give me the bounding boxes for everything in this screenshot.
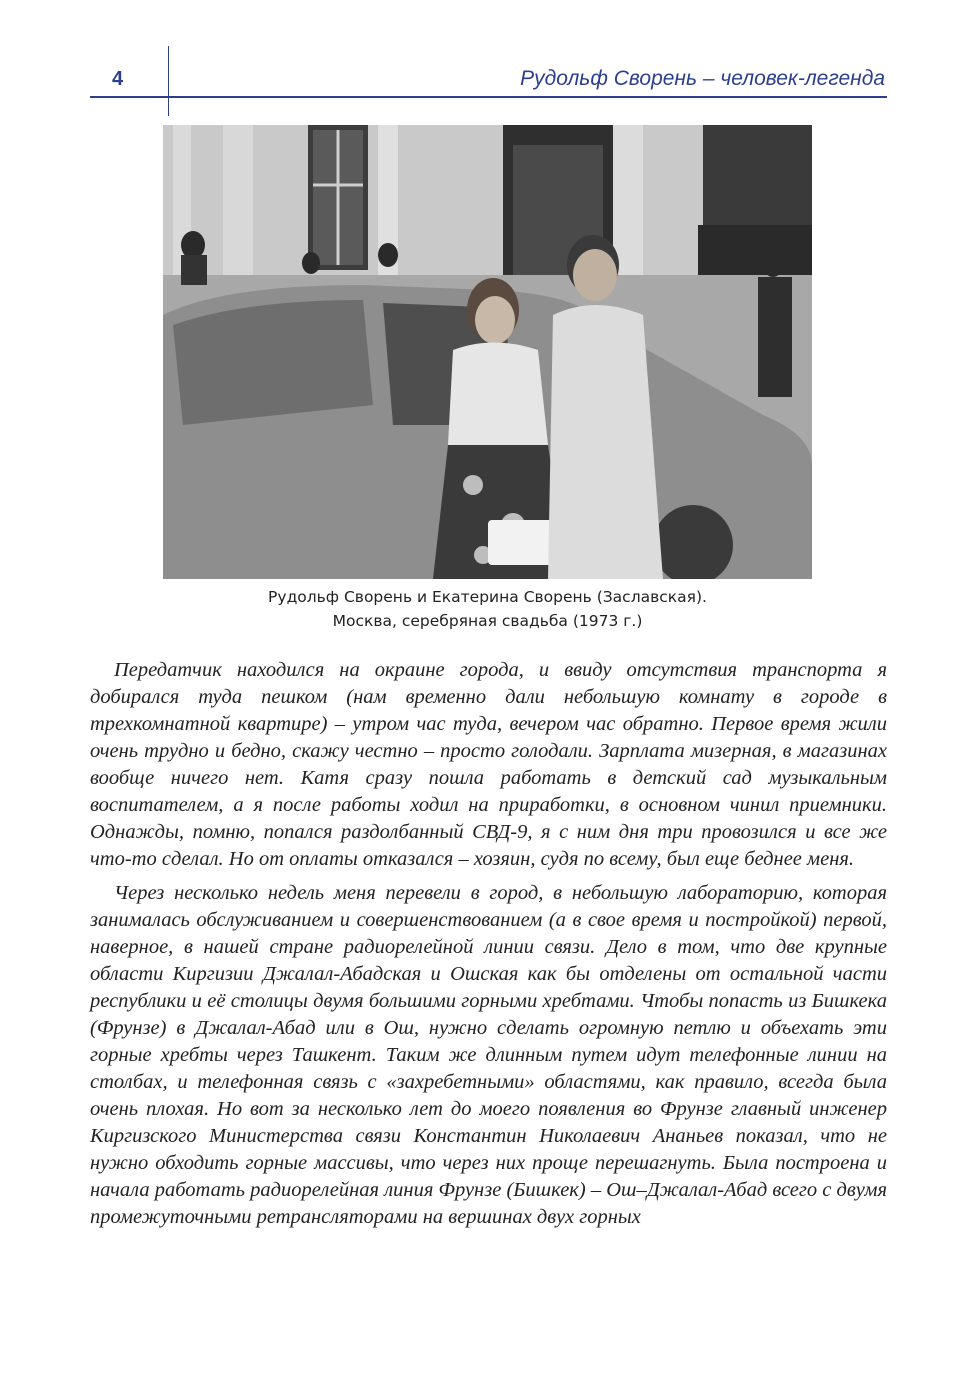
paragraph: Через несколько недель меня перевели в город, в небольшую лабораторию, которая занималась обслуживанием и совершенствованием (а в свое время и постройкой) первой, наверное, в нашей стране радиорелейной линии связи. Дело в том, что две крупные области Киргизии Джалал-Абадская и Ошская как бы отделены от остальной части республики и её столицы двумя большими горными хребтами. Чтобы попасть из Бишкека (Фрунзе) в Джалал-Абад или в Ош, нужно сделать огромную петлю и объехать эти горные хребты через Ташкент. Таким же длинным путем идут телефонные линии на столбах, и телефонная связь с «захребетными» областями, как правило, всегда была очень плохая. Но вот за несколько лет до моего появления во Фрунзе главный инженер Киргизского Министерства связи Константин Николаевич Ананьев показал, что не нужно обходить горные массивы, что через них проще перешагнуть. Была построена и начала работать радиорелейная линия Фрунзе (Бишкек) – Ош–Джалал-Абад всего с двумя промежуточными ретрансляторами на вершинах двух горных — [90, 882, 887, 1228]
paragraph: Передатчик находился на окраине города, и ввиду отсутствия транспорта я добирался туда пешком (нам временно дали небольшую комнату в городе в трехкомнатной квартире) – утром час туда, вечером час обратно. Первое время жили очень трудно и бедно, скажу честно – просто голодали. Зарплата мизерная, в магазинах вообще ничего нет. Катя сразу пошла работать в детский сад музыкальным воспитателем, а я после работы ходил на приработки, в основном чинил приемники. Однажды, помню, попался раздолбанный СВД-9, я с ним дня три провозился и все же что-то сделал. Но от оплаты отказался – хозяин, судя по всему, был еще беднее меня. — [90, 659, 887, 870]
header-horizontal-rule — [90, 96, 887, 98]
running-title: Рудольф Сворень – человек-легенда — [520, 67, 885, 90]
caption-line-1: Рудольф Сворень и Екатерина Сворень (Заславская). — [268, 588, 707, 606]
caption-line-2: Москва, серебряная свадьба (1973 г.) — [332, 612, 643, 630]
photo-caption — [163, 585, 812, 633]
photo-image — [163, 125, 812, 579]
photo — [163, 125, 812, 579]
page-number: 4 — [112, 68, 124, 90]
header-vertical-rule — [168, 46, 169, 116]
body-text — [90, 657, 887, 1238]
